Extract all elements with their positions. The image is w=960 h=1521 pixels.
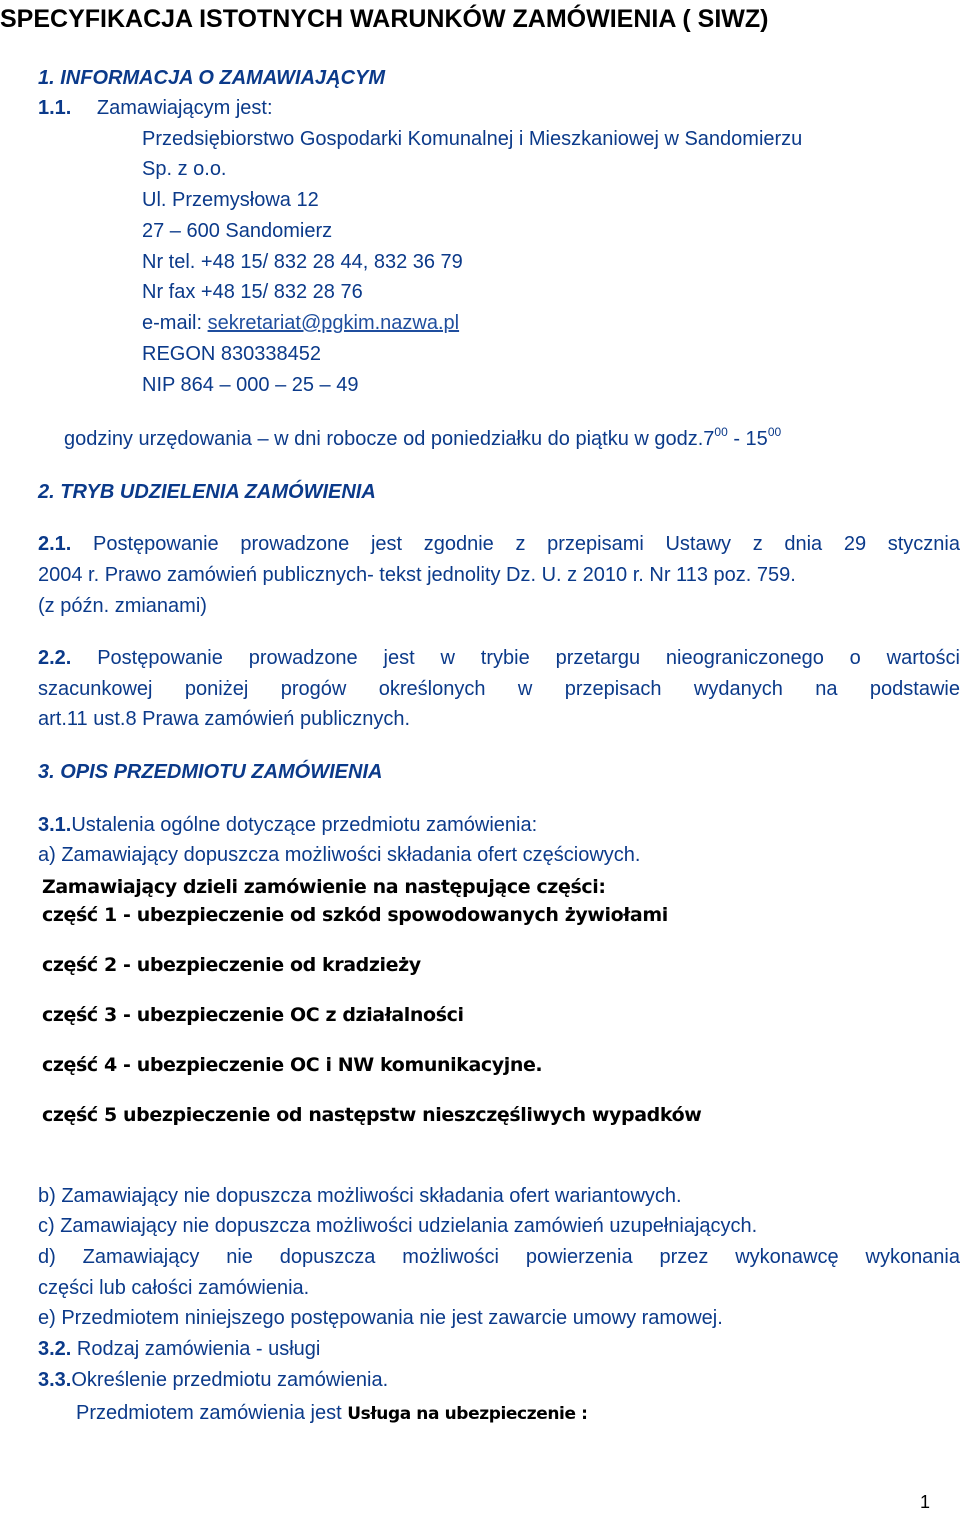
paragraph-number: 3.1. (38, 814, 72, 836)
paragraph-text: Postępowanie prowadzone jest w trybie przetargu nieograniczonego o wartości (97, 647, 960, 669)
paragraph-text: Postępowanie prowadzone jest zgodnie z przepisami Ustawy z dnia 29 stycznia (93, 533, 960, 555)
subject-text: Przedmiotem zamówienia jest (76, 1402, 348, 1424)
part-3: część 3 - ubezpieczenie OC z działalności (42, 1004, 464, 1026)
email-link[interactable]: sekretariat@pgkim.nazwa.pl (207, 312, 460, 334)
street-address: Ul. Przemysłowa 12 (142, 189, 319, 211)
paragraph-number: 2.1. (38, 533, 72, 555)
paragraph-text: Rodzaj zamówienia - usługi (71, 1338, 321, 1360)
item-e: e) Przedmiotem niniejszego postępowania nie jest zawarcie umowy ramowej. (38, 1307, 723, 1329)
paragraph-number: 3.2. (38, 1338, 72, 1360)
item-d-line-1: d) Zamawiający nie dopuszcza możliwości powierzenia przez wykonawcę wykonania (38, 1246, 960, 1268)
section-2-heading: 2. TRYB UDZIELENIA ZAMÓWIENIA (38, 481, 376, 503)
paragraph-2-2-line-3: art.11 ust.8 Prawa zamówień publicznych. (38, 708, 411, 730)
office-hours (64, 427, 781, 451)
email-line (142, 311, 459, 335)
hours-separator: - 15 (727, 428, 768, 450)
paragraph-text: Określenie przedmiotu zamówienia. (71, 1369, 389, 1391)
subsection-label: Zamawiającym jest: (96, 97, 273, 119)
paragraph-2-2-line-2: szacunkowej poniżej progów określonych w przepisach wydanych na podstawie (38, 678, 960, 700)
item-a: a) Zamawiający dopuszcza możliwości składania ofert częściowych. (38, 844, 641, 866)
fax-number: Nr fax +48 15/ 832 28 76 (142, 281, 363, 303)
section-1-heading: 1. INFORMACJA O ZAMAWIAJĄCYM (38, 67, 386, 89)
hours-end-minutes: 00 (767, 425, 782, 439)
paragraph-2-2-line-1 (38, 646, 960, 670)
office-hours-text: godziny urzędowania – w dni robocze od poniedziałku do piątku w godz.7 (64, 428, 715, 450)
nip-number: NIP 864 – 000 – 25 – 49 (142, 374, 359, 396)
paragraph-3-3 (38, 1368, 388, 1392)
regon-number: REGON 830338452 (142, 343, 322, 365)
paragraph-3-1 (38, 813, 537, 837)
part-4: część 4 - ubezpieczenie OC i NW komunikacyjne. (42, 1054, 543, 1076)
part-1: część 1 - ubezpieczenie od szkód spowodowanych żywiołami (42, 904, 668, 926)
part-2: część 2 - ubezpieczenie od kradzieży (42, 954, 421, 976)
item-b: b) Zamawiający nie dopuszcza możliwości składania ofert wariantowych. (38, 1185, 682, 1207)
hours-start-minutes: 00 (714, 425, 728, 439)
subsection-number: 1.1. (38, 97, 72, 119)
subsection-1-1 (38, 96, 273, 120)
email-label: e-mail: (142, 312, 208, 334)
subject-line (76, 1401, 588, 1426)
paragraph-2-1-line-2: 2004 r. Prawo zamówień publicznych- tekst jednolity Dz. U. z 2010 r. Nr 113 poz. 759. (38, 564, 796, 586)
item-d-line-2: części lub całości zamówienia. (38, 1277, 310, 1299)
page-number: 1 (919, 1492, 930, 1512)
subject-bold: Usługa na ubezpieczenie : (347, 1404, 588, 1424)
postal-city: 27 – 600 Sandomierz (142, 220, 333, 242)
company-name: Przedsiębiorstwo Gospodarki Komunalnej i Mieszkaniowej w Sandomierzu (142, 128, 803, 150)
paragraph-number: 3.3. (38, 1369, 72, 1391)
company-form: Sp. z o.o. (142, 158, 227, 180)
paragraph-2-1-line-1 (38, 532, 960, 556)
paragraph-2-1-line-3: (z późn. zmianami) (38, 595, 207, 617)
part-5: część 5 ubezpieczenie od następstw nieszczęśliwych wypadków (42, 1104, 702, 1126)
paragraph-3-2 (38, 1337, 320, 1361)
paragraph-text: Ustalenia ogólne dotyczące przedmiotu zamówienia: (71, 814, 538, 836)
phone-number: Nr tel. +48 15/ 832 28 44, 832 36 79 (142, 251, 463, 273)
paragraph-number: 2.2. (38, 647, 72, 669)
document-title: SPECYFIKACJA ISTOTNYCH WARUNKÓW ZAMÓWIENIA ( SIWZ) (0, 5, 769, 33)
parts-heading: Zamawiający dzieli zamówienie na następujące części: (42, 876, 606, 898)
item-c: c) Zamawiający nie dopuszcza możliwości udzielania zamówień uzupełniających. (38, 1215, 758, 1237)
section-3-heading: 3. OPIS PRZEDMIOTU ZAMÓWIENIA (38, 761, 383, 783)
